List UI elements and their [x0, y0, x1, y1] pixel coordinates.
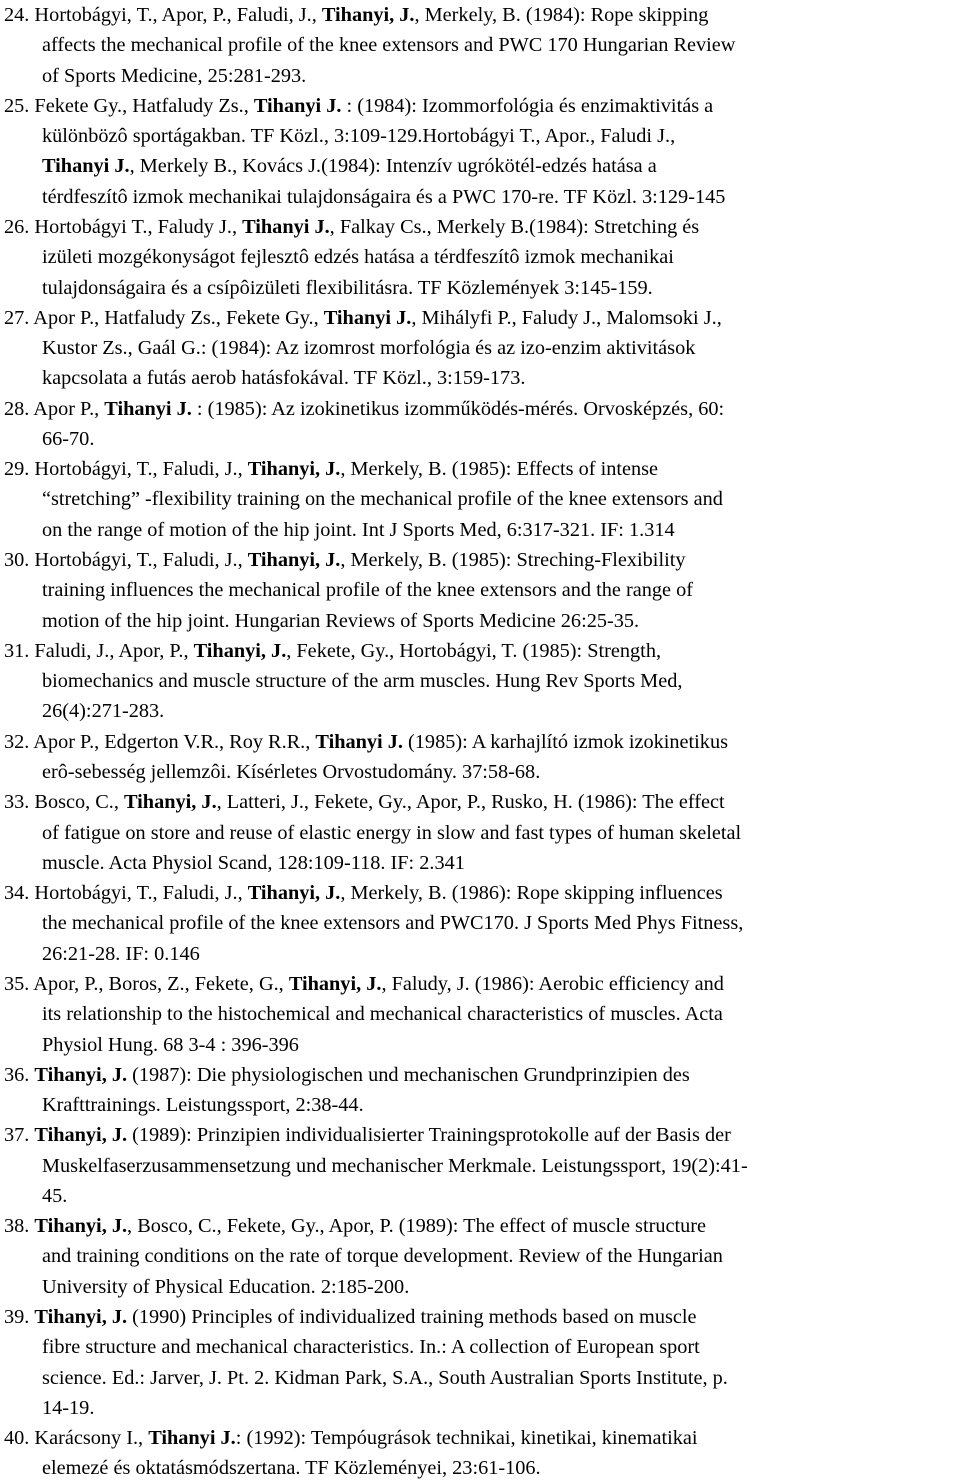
reference-text: , Merkely, B. (1985): Effects of intense — [340, 458, 659, 481]
reference-line — [42, 908, 743, 938]
author-highlight: Tihanyi, J. — [247, 549, 341, 572]
reference-line — [4, 878, 723, 908]
reference-text: 36. — [4, 1063, 35, 1086]
reference-line — [42, 363, 525, 393]
author-highlight: Tihanyi, J. — [247, 882, 341, 905]
reference-text: 26. Hortobágyi T., Faludy J., — [4, 215, 243, 238]
reference-text: 33. Bosco, C., — [4, 791, 125, 814]
reference-text: Krafttrainings. Leistungssport, 2:38-44. — [42, 1094, 364, 1117]
reference-text: : (1984): Izommorfológia és enzimaktivitás a — [341, 94, 714, 117]
reference-line — [4, 212, 699, 242]
reference-text: 26:21-28. IF: 0.146 — [42, 942, 200, 965]
reference-text: , Faludy, J. (1986): Aerobic efficiency and — [381, 972, 724, 995]
reference-text: fibre structure and mechanical characteristics. In.: A collection of European sport — [42, 1336, 700, 1359]
reference-text: 29. Hortobágyi, T., Faludi, J., — [4, 458, 248, 481]
author-highlight: Tihanyi, J. — [34, 1306, 128, 1329]
reference-text: 39. — [4, 1306, 35, 1329]
reference-text: motion of the hip joint. Hungarian Reviews of Sports Medicine 26:25-35. — [42, 609, 640, 632]
reference-text: 37. — [4, 1124, 35, 1147]
reference-text: the mechanical profile of the knee extensors and PWC170. J Sports Med Phys Fitness, — [42, 912, 744, 935]
reference-line — [42, 424, 94, 454]
reference-line — [4, 1211, 706, 1241]
reference-text: 24. Hortobágyi, T., Apor, P., Faludi, J., — [4, 4, 322, 26]
reference-line — [4, 91, 713, 121]
reference-line — [42, 242, 674, 272]
reference-text: (1989): Prinzipien individualisierter Trainingsprotokolle auf der Basis der — [127, 1124, 731, 1147]
reference-text: , Mihályfi P., Faludy J., Malomsoki J., — [411, 306, 722, 329]
reference-text: erô-sebesség jellemzôi. Kísérletes Orvostudomány. 37:58-68. — [42, 761, 541, 783]
reference-line — [42, 1181, 67, 1211]
reference-text: and training conditions on the rate of torque development. Review of the Hungarian — [42, 1245, 723, 1268]
reference-text: (1987): Die physiologischen und mechanischen Grundprinzipien des — [127, 1063, 690, 1086]
reference-line — [42, 575, 693, 605]
reference-line — [42, 1030, 299, 1060]
reference-line — [4, 1302, 697, 1332]
reference-text: 34. Hortobágyi, T., Faludi, J., — [4, 882, 248, 905]
author-highlight: Tihanyi, J. — [34, 1215, 128, 1238]
reference-line — [42, 121, 675, 151]
reference-text: 38. — [4, 1215, 35, 1238]
author-highlight: Tihanyi J. — [253, 94, 342, 117]
author-highlight: Tihanyi J. — [148, 1427, 236, 1450]
reference-text: 27. Apor P., Hatfaludy Zs., Fekete Gy., — [4, 306, 324, 329]
reference-line — [42, 999, 723, 1029]
reference-text: Physiol Hung. 68 3-4 : 396-396 — [42, 1033, 299, 1056]
reference-line — [4, 394, 724, 424]
reference-text: 14-19. — [42, 1396, 95, 1419]
author-highlight: Tihanyi J. — [323, 306, 412, 329]
reference-line — [42, 757, 540, 787]
reference-line — [42, 606, 639, 636]
reference-text: kapcsolata a futás aerob hatásfokával. TF Közl., 3:159-173. — [42, 367, 526, 390]
author-highlight: Tihanyi, J. — [321, 4, 415, 26]
reference-line — [42, 515, 675, 545]
reference-line — [4, 636, 661, 666]
reference-text: , Merkely, B. (1986): Rope skipping influences — [340, 882, 723, 905]
reference-line — [42, 1453, 541, 1483]
author-highlight: Tihanyi J. — [315, 730, 403, 753]
reference-text: 35. Apor, P., Boros, Z., Fekete, G., — [4, 972, 289, 995]
reference-line — [42, 182, 725, 212]
reference-text: 40. Karácsony I., — [4, 1427, 149, 1450]
reference-line — [4, 303, 722, 333]
reference-text: , Fekete, Gy., Hortobágyi, T. (1985): Strength, — [286, 639, 662, 662]
reference-text: 25. Fekete Gy., Hatfaludy Zs., — [4, 94, 254, 117]
reference-text: , Bosco, C., Fekete, Gy., Apor, P. (1989): The effect of muscle structure — [127, 1215, 707, 1238]
reference-text: 66-70. — [42, 427, 95, 450]
reference-text: muscle. Acta Physiol Scand, 128:109-118. IF: 2.341 — [42, 851, 465, 874]
reference-line — [42, 30, 735, 60]
reference-line — [42, 666, 682, 696]
reference-line — [4, 545, 685, 575]
reference-line — [42, 939, 200, 969]
reference-text: Kustor Zs., Gaál G.: (1984): Az izomrost morfológia és az izo-enzim aktivitások — [42, 337, 696, 360]
reference-line — [42, 818, 741, 848]
reference-text: (1985): A karhajlító izmok izokinetikus — [402, 730, 728, 753]
reference-line — [4, 1060, 690, 1090]
author-highlight: Tihanyi, J. — [124, 791, 217, 814]
reference-text: “stretching” -flexibility training on the mechanical profile of the knee extensors and — [42, 488, 723, 511]
reference-line — [4, 787, 725, 817]
reference-line — [42, 1272, 409, 1302]
reference-text: its relationship to the histochemical and mechanical characteristics of muscles. Acta — [42, 1003, 723, 1026]
reference-text: Muskelfaserzusammensetzung und mechanischer Merkmale. Leistungssport, 19(2):41- — [42, 1154, 748, 1177]
reference-text: , Latteri, J., Fekete, Gy., Apor, P., Rusko, H. (1986): The effect — [216, 791, 725, 814]
reference-line — [42, 1332, 700, 1362]
reference-line — [4, 1120, 731, 1150]
reference-line — [4, 727, 728, 757]
reference-text: biomechanics and muscle structure of the arm muscles. Hung Rev Sports Med, — [42, 670, 683, 693]
author-highlight: Tihanyi J. — [242, 215, 330, 238]
reference-line — [4, 969, 724, 999]
reference-text: 32. Apor P., Edgerton V.R., Roy R.R., — [4, 730, 316, 753]
reference-line — [42, 151, 657, 181]
reference-text: különbözô sportágakban. TF Közl., 3:109-129.Hortobágyi T., Apor., Faludi J., — [42, 125, 676, 148]
reference-line — [4, 1423, 698, 1453]
reference-text: 26(4):271-283. — [42, 700, 165, 723]
reference-text: , Merkely B., Kovács J.(1984): Intenzív ugrókötél-edzés hatása a — [129, 155, 657, 178]
reference-text: 28. Apor P., — [4, 397, 105, 420]
reference-line — [4, 0, 708, 30]
reference-line — [42, 848, 465, 878]
reference-line — [42, 273, 653, 303]
reference-text: of Sports Medicine, 25:281-293. — [42, 64, 307, 87]
reference-line — [42, 1151, 748, 1181]
reference-text: of fatigue on store and reuse of elastic energy in slow and fast types of human skeletal — [42, 821, 742, 844]
reference-text: térdfeszítô izmok mechanikai tulajdonságaira és a PWC 170-re. TF Közl. 3:129-145 — [42, 185, 726, 208]
author-highlight: Tihanyi, J. — [34, 1124, 128, 1147]
author-highlight: Tihanyi, J. — [193, 639, 287, 662]
reference-text: 30. Hortobágyi, T., Faludi, J., — [4, 549, 248, 572]
reference-text: 45. — [42, 1184, 68, 1207]
reference-line — [4, 454, 658, 484]
reference-line — [42, 696, 164, 726]
reference-line — [42, 333, 695, 363]
reference-text: on the range of motion of the hip joint. Int J Sports Med, 6:317-321. IF: 1.314 — [42, 518, 675, 541]
reference-line — [42, 1393, 94, 1423]
author-highlight: Tihanyi, J. — [288, 972, 382, 995]
reference-text: izületi mozgékonyságot fejlesztô edzés hatása a térdfeszítô izmok mechanikai — [42, 246, 674, 269]
reference-text: (1990) Principles of individualized training methods based on muscle — [127, 1306, 697, 1329]
reference-text: : (1985): Az izokinetikus izomműködés-mérés. Orvosképzés, 60: — [191, 397, 725, 420]
author-highlight: Tihanyi J. — [104, 397, 192, 420]
author-highlight: Tihanyi J. — [42, 155, 130, 178]
author-highlight: Tihanyi, J. — [34, 1063, 128, 1086]
reference-text: training influences the mechanical profile of the knee extensors and the range of — [42, 579, 693, 602]
reference-text: : (1992): Tempóugrások technikai, kinetikai, kinematikai — [235, 1427, 698, 1450]
reference-text: 31. Faludi, J., Apor, P., — [4, 639, 194, 662]
reference-text: , Merkely, B. (1984): Rope skipping — [414, 4, 709, 26]
reference-line — [42, 1363, 728, 1393]
reference-line — [42, 1241, 723, 1271]
reference-line — [42, 1090, 364, 1120]
reference-text: science. Ed.: Jarver, J. Pt. 2. Kidman Park, S.A., South Australian Sports Institute, p. — [42, 1366, 728, 1389]
reference-text: tulajdonságaira és a csípôizületi flexibilitásra. TF Közlemények 3:145-159. — [42, 276, 653, 299]
reference-text: elemezé és oktatásmódszertana. TF Közleményei, 23:61-106. — [42, 1457, 541, 1480]
reference-line — [42, 484, 723, 514]
reference-text: affects the mechanical profile of the knee extensors and PWC 170 Hungarian Review — [42, 34, 736, 57]
reference-text: , Falkay Cs., Merkely B.(1984): Stretching és — [329, 215, 700, 238]
reference-text: , Merkely, B. (1985): Streching-Flexibility — [340, 549, 686, 572]
reference-text: University of Physical Education. 2:185-200. — [42, 1275, 410, 1298]
author-highlight: Tihanyi, J. — [247, 458, 341, 481]
reference-line — [42, 61, 306, 91]
